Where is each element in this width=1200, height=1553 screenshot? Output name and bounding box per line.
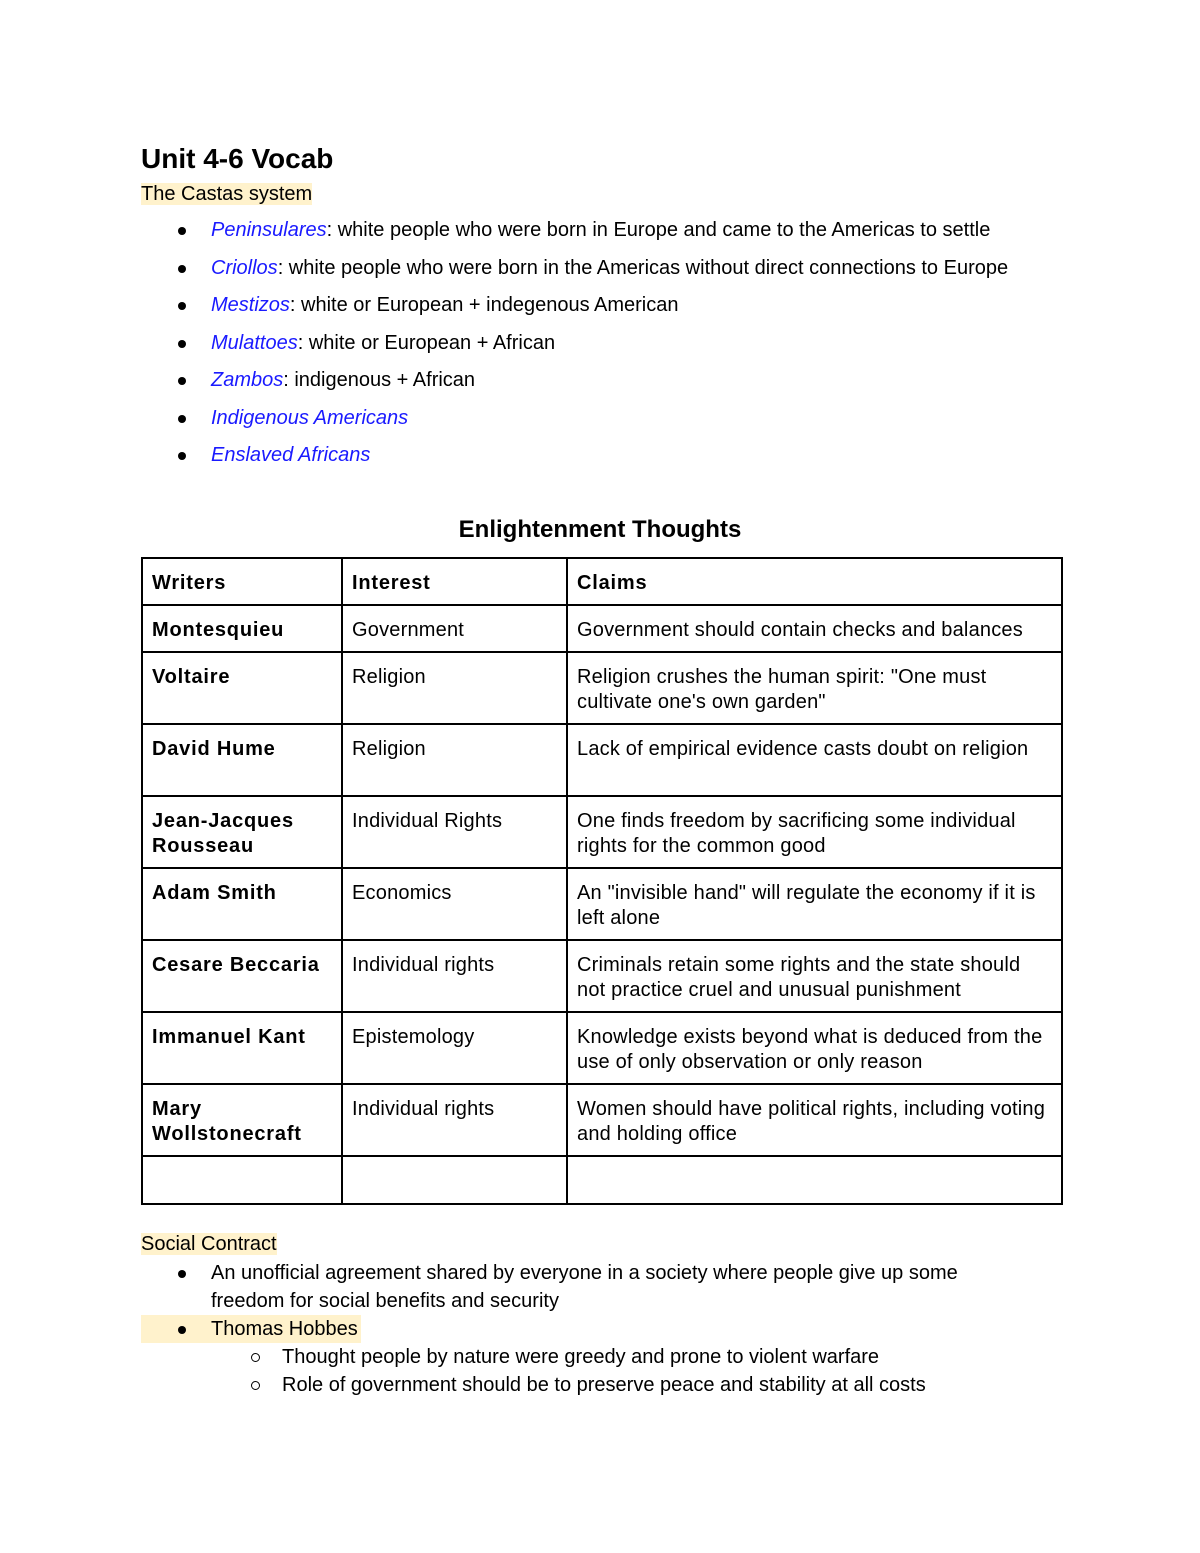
- list-item: [211, 1371, 1071, 1399]
- bullet-icon: [178, 377, 186, 385]
- claim-cell: Knowledge exists beyond what is deduced from the use of only observation or only reason: [567, 1012, 1062, 1084]
- bullet-icon: [178, 452, 186, 460]
- hobbes-points: [211, 1343, 1071, 1399]
- hobbes-name: Thomas Hobbes: [211, 1318, 358, 1340]
- table-row-empty: [142, 1156, 1062, 1204]
- list-item: [141, 250, 1071, 288]
- interest-cell: Economics: [342, 868, 567, 940]
- list-item: [141, 437, 1071, 475]
- definition: : white people who were born in Europe and came to the Americas to settle: [326, 219, 991, 241]
- enlightenment-table: [141, 557, 1063, 1205]
- writer-cell: Montesquieu: [142, 605, 342, 652]
- interest-cell: [342, 1156, 567, 1204]
- social-contract-list: [141, 1259, 1071, 1399]
- list-item: [141, 400, 1071, 438]
- bullet-icon: [178, 265, 186, 273]
- writer-cell: Adam Smith: [142, 868, 342, 940]
- interest-cell: Individual rights: [342, 1084, 567, 1156]
- term: Criollos: [211, 256, 278, 279]
- list-item: [141, 1315, 1071, 1399]
- enlightenment-title: Enlightenment Thoughts: [458, 516, 742, 543]
- writer-cell: [142, 1156, 342, 1204]
- table-row: [142, 940, 1062, 1012]
- hobbes-point: Role of government should be to preserve peace and stability at all costs: [282, 1374, 926, 1396]
- claim-cell: One finds freedom by sacrificing some individual rights for the common good: [567, 796, 1062, 868]
- bullet-icon: [178, 227, 186, 235]
- social-contract-heading-text: Social Contract: [141, 1233, 277, 1255]
- hobbes-point: Thought people by nature were greedy and prone to violent warfare: [282, 1346, 880, 1368]
- table-row: [142, 796, 1062, 868]
- claim-cell: [567, 1156, 1062, 1204]
- writer-cell: Cesare Beccaria: [142, 940, 342, 1012]
- table-row: [142, 868, 1062, 940]
- claim-cell: Women should have political rights, including voting and holding office: [567, 1084, 1062, 1156]
- term: Mulattoes: [211, 331, 298, 354]
- term: Indigenous Americans: [211, 406, 409, 429]
- claim-cell: Government should contain checks and balances: [567, 605, 1062, 652]
- claim-cell: Religion crushes the human spirit: "One must cultivate one's own garden": [567, 652, 1062, 724]
- list-item: [141, 325, 1071, 363]
- writer-cell: Mary Wollstonecraft: [142, 1084, 342, 1156]
- table-row: [142, 605, 1062, 652]
- list-item: [141, 287, 1071, 325]
- table-row: [142, 1084, 1062, 1156]
- hollow-bullet-icon: [251, 1353, 260, 1362]
- term: Mestizos: [211, 294, 290, 316]
- writer-cell: David Hume: [142, 724, 342, 796]
- header-interest: Interest: [342, 558, 567, 605]
- bullet-icon: [178, 1270, 186, 1278]
- interest-cell: Government: [342, 605, 567, 652]
- castas-heading-text: The Castas system: [141, 183, 313, 205]
- social-contract-definition: An unofficial agreement shared by everyone in a society where people give up some freedom for social benefits and security: [211, 1262, 958, 1312]
- writer-cell: Jean-Jacques Rousseau: [142, 796, 342, 868]
- definition: : white or European + African: [297, 331, 556, 354]
- bullet-icon: [178, 340, 186, 348]
- bullet-icon: [178, 302, 186, 310]
- claim-cell: Criminals retain some rights and the state should not practice cruel and unusual punishment: [567, 940, 1062, 1012]
- table-row: [142, 652, 1062, 724]
- bullet-icon: [178, 415, 186, 423]
- header-claims: Claims: [567, 558, 1062, 605]
- list-item: [141, 212, 1071, 250]
- social-contract-heading: [141, 1230, 277, 1258]
- interest-cell: Religion: [342, 724, 567, 796]
- table-header-row: [142, 558, 1062, 605]
- table-row: [142, 724, 1062, 796]
- header-writers: Writers: [142, 558, 342, 605]
- interest-cell: Individual Rights: [342, 796, 567, 868]
- term: Peninsulares: [211, 219, 327, 241]
- claim-cell: An "invisible hand" will regulate the economy if it is left alone: [567, 868, 1062, 940]
- definition: : indigenous + African: [283, 369, 476, 391]
- definition: : white people who were born in the Americas without direct connections to Europe: [277, 256, 1009, 279]
- term: Zambos: [211, 369, 284, 391]
- list-item: [141, 1259, 1071, 1315]
- writer-cell: Immanuel Kant: [142, 1012, 342, 1084]
- hobbes-highlight: [141, 1315, 361, 1343]
- interest-cell: Religion: [342, 652, 567, 724]
- claim-cell: Lack of empirical evidence casts doubt on religion: [567, 724, 1062, 796]
- term: Enslaved Africans: [211, 444, 371, 466]
- bullet-icon: [178, 1326, 186, 1334]
- castas-heading: [141, 180, 312, 208]
- interest-cell: Epistemology: [342, 1012, 567, 1084]
- castas-list: [141, 212, 1071, 475]
- hollow-bullet-icon: [251, 1381, 260, 1390]
- table-row: [142, 1012, 1062, 1084]
- definition: : white or European + indegenous American: [289, 294, 679, 316]
- writer-cell: Voltaire: [142, 652, 342, 724]
- page-title: Unit 4-6 Vocab: [141, 143, 334, 174]
- interest-cell: Individual rights: [342, 940, 567, 1012]
- list-item: [211, 1343, 1071, 1371]
- list-item: [141, 362, 1071, 400]
